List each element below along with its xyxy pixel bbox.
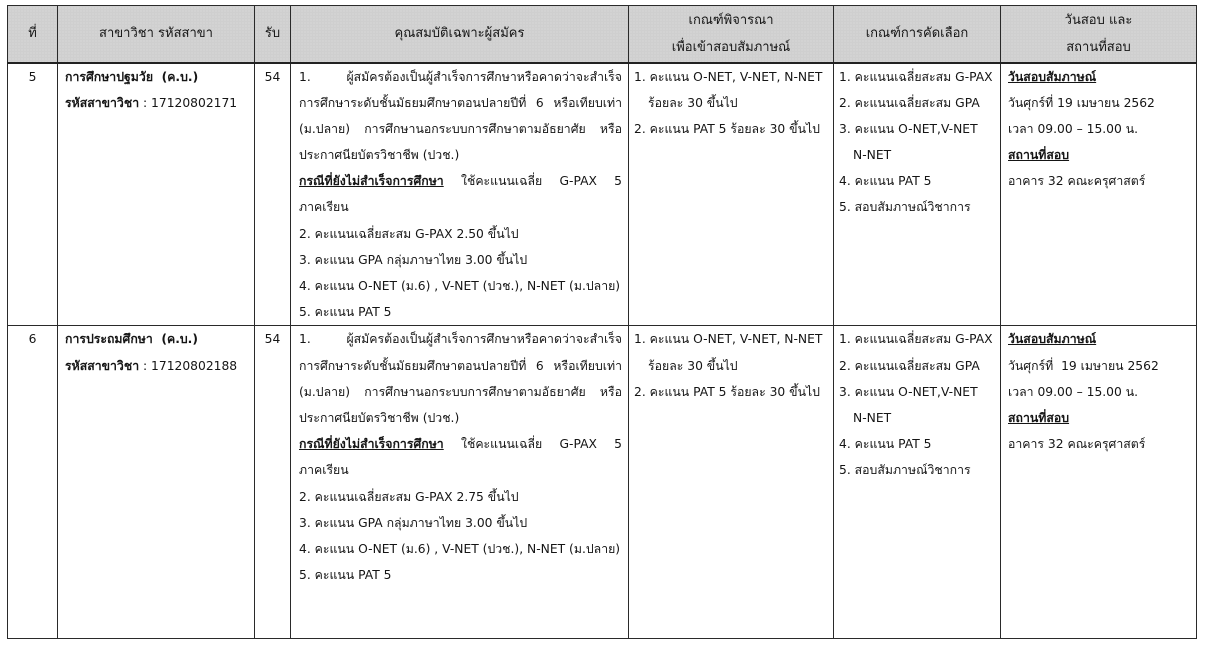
exam-date-label: วันสอบสัมภาษณ์ xyxy=(1008,69,1097,84)
row-number-cell xyxy=(8,326,58,639)
selection-criterion: 4. คะแนน PAT 5 xyxy=(839,437,932,452)
qualification-item: 2. คะแนนเฉลี่ยสะสม G-PAX 2.50 ขึ้นไป xyxy=(299,226,519,241)
table-row xyxy=(8,326,1197,639)
qualification-special-line xyxy=(299,431,622,457)
interview-criterion: 2. คะแนน PAT 5 ร้อยละ 30 ขึ้นไป xyxy=(634,121,820,136)
header-interview-criteria-line1: เกณฑ์พิจารณา xyxy=(688,12,774,28)
selection-criterion-continuation: N-NET xyxy=(853,410,892,425)
row-number: 6 xyxy=(28,332,37,347)
interview-criterion-continuation: ร้อยละ 30 ขึ้นไป xyxy=(648,358,738,373)
selection-criterion-continuation: N-NET xyxy=(853,148,892,163)
header-major: สาขาวิชา รหัสสาขา xyxy=(58,6,255,63)
exam-date-label: วันสอบสัมภาษณ์ xyxy=(1008,332,1097,347)
qualifications-cell xyxy=(291,326,629,639)
qualification-line: 1. ผู้สมัครต้องเป็นผู้สำเร็จการศึกษาหรือคาดว่าจะสำเร็จ xyxy=(299,69,622,84)
interview-criterion: 2. คะแนน PAT 5 ร้อยละ 30 ขึ้นไป xyxy=(634,384,820,399)
qualification-item: 3. คะแนน GPA กลุ่มภาษาไทย 3.00 ขึ้นไป xyxy=(299,515,528,530)
exam-date: วันศุกร์ที่ 19 เมษายน 2562 xyxy=(1008,358,1159,373)
exam-place: อาคาร 32 คณะครุศาสตร์ xyxy=(1008,437,1146,452)
header-no: ที่ xyxy=(8,6,58,63)
exam-cell xyxy=(1001,63,1197,326)
major-code xyxy=(65,90,249,116)
qualification-line: ประกาศนียบัตรวิชาชีพ (ปวช.) xyxy=(299,410,460,425)
header-exam xyxy=(1001,6,1197,63)
header-interview-criteria xyxy=(629,6,834,63)
interview-criteria-cell xyxy=(629,326,834,639)
qualification-special-line xyxy=(299,168,622,194)
qualification-item: 5. คะแนน PAT 5 xyxy=(299,568,392,583)
exam-time: เวลา 09.00 – 15.00 น. xyxy=(1008,121,1139,136)
interview-criterion: 1. คะแนน O-NET, V-NET, N-NET xyxy=(634,332,823,347)
major-code xyxy=(65,353,249,379)
admission-table xyxy=(7,5,1197,639)
major-code-value: : 17120802171 xyxy=(139,95,238,110)
row-number: 5 xyxy=(28,69,37,84)
selection-criterion: 3. คะแนน O-NET,V-NET xyxy=(839,121,978,136)
qualification-line: (ม.ปลาย) การศึกษานอกระบบการศึกษาตามอัธยาศัย หรือ xyxy=(299,121,622,136)
quota-value: 54 xyxy=(264,69,281,84)
quota-cell xyxy=(255,63,291,326)
interview-criterion: 1. คะแนน O-NET, V-NET, N-NET xyxy=(634,69,823,84)
qualification-line: การศึกษาระดับชั้นมัธยมศึกษาตอนปลายปีที่ 6 หรือเทียบเท่า xyxy=(299,95,622,110)
selection-criterion: 2. คะแนนเฉลี่ยสะสม GPA xyxy=(839,95,980,110)
qualification-special-label: กรณีที่ยังไม่สำเร็จการศึกษา xyxy=(299,174,444,189)
qualification-item: 3. คะแนน GPA กลุ่มภาษาไทย 3.00 ขึ้นไป xyxy=(299,252,528,267)
qualification-special-continuation: ภาคเรียน xyxy=(299,200,349,215)
qualifications-cell xyxy=(291,63,629,326)
header-interview-criteria-line2: เพื่อเข้าสอบสัมภาษณ์ xyxy=(671,39,791,55)
table-row xyxy=(8,63,1197,326)
major-cell xyxy=(58,326,255,639)
qualification-item: 5. คะแนน PAT 5 xyxy=(299,305,392,320)
major-code-label: รหัสสาขาวิชา xyxy=(65,95,140,110)
major-code-label: รหัสสาขาวิชา xyxy=(65,358,140,373)
header-exam-line2: สถานที่สอบ xyxy=(1066,39,1131,55)
interview-criterion-continuation: ร้อยละ 30 ขึ้นไป xyxy=(648,95,738,110)
row-number-cell xyxy=(8,63,58,326)
major-code-value: : 17120802188 xyxy=(139,358,238,373)
interview-criteria-cell xyxy=(629,63,834,326)
qualification-item: 2. คะแนนเฉลี่ยสะสม G-PAX 2.75 ขึ้นไป xyxy=(299,489,519,504)
exam-place-label: สถานที่สอบ xyxy=(1008,148,1070,163)
qualification-line: (ม.ปลาย) การศึกษานอกระบบการศึกษาตามอัธยาศัย หรือ xyxy=(299,384,622,399)
selection-criterion: 1. คะแนนเฉลี่ยสะสม G-PAX xyxy=(839,332,993,347)
header-selection-criteria: เกณฑ์การคัดเลือก xyxy=(834,6,1001,63)
qualification-item: 4. คะแนน O-NET (ม.6) , V-NET (ปวช.), N-NET (ม.ปลาย) xyxy=(299,279,621,293)
major-cell xyxy=(58,63,255,326)
major-name: การศึกษาปฐมวัย (ค.บ.) xyxy=(65,69,199,84)
qualification-line: 1. ผู้สมัครต้องเป็นผู้สำเร็จการศึกษาหรือคาดว่าจะสำเร็จ xyxy=(299,332,622,347)
selection-criterion: 1. คะแนนเฉลี่ยสะสม G-PAX xyxy=(839,69,993,84)
qualification-item: 4. คะแนน O-NET (ม.6) , V-NET (ปวช.), N-NET (ม.ปลาย) xyxy=(299,541,621,556)
major-name: การประถมศึกษา (ค.บ.) xyxy=(65,332,198,347)
selection-criterion: 5. สอบสัมภาษณ์วิชาการ xyxy=(839,463,971,478)
exam-cell xyxy=(1001,326,1197,639)
selection-criterion: 5. สอบสัมภาษณ์วิชาการ xyxy=(839,200,971,215)
qualification-special-text: ใช้คะแนนเฉลี่ย G-PAX 5 xyxy=(443,174,622,189)
selection-criterion: 4. คะแนน PAT 5 xyxy=(839,174,932,189)
header-exam-line1: วันสอบ และ xyxy=(1064,12,1133,28)
table-header-row xyxy=(8,6,1197,63)
quota-value: 54 xyxy=(264,332,281,347)
selection-criteria-cell xyxy=(834,63,1001,326)
qualification-line: การศึกษาระดับชั้นมัธยมศึกษาตอนปลายปีที่ 6 หรือเทียบเท่า xyxy=(299,358,622,373)
exam-time: เวลา 09.00 – 15.00 น. xyxy=(1008,384,1139,399)
qualification-line: ประกาศนียบัตรวิชาชีพ (ปวช.) xyxy=(299,148,460,163)
exam-date: วันศุกร์ที่ 19 เมษายน 2562 xyxy=(1008,95,1155,110)
exam-place-label: สถานที่สอบ xyxy=(1008,410,1070,425)
qualification-special-text: ใช้คะแนนเฉลี่ย G-PAX 5 xyxy=(443,437,622,452)
selection-criterion: 3. คะแนน O-NET,V-NET xyxy=(839,384,978,399)
qualification-special-label: กรณีที่ยังไม่สำเร็จการศึกษา xyxy=(299,437,444,452)
qualification-special-continuation: ภาคเรียน xyxy=(299,463,349,478)
exam-place: อาคาร 32 คณะครุศาสตร์ xyxy=(1008,174,1146,189)
header-quota: รับ xyxy=(255,6,291,63)
quota-cell xyxy=(255,326,291,639)
header-qualifications: คุณสมบัติเฉพาะผู้สมัคร xyxy=(291,6,629,63)
selection-criterion: 2. คะแนนเฉลี่ยสะสม GPA xyxy=(839,358,980,373)
selection-criteria-cell xyxy=(834,326,1001,639)
